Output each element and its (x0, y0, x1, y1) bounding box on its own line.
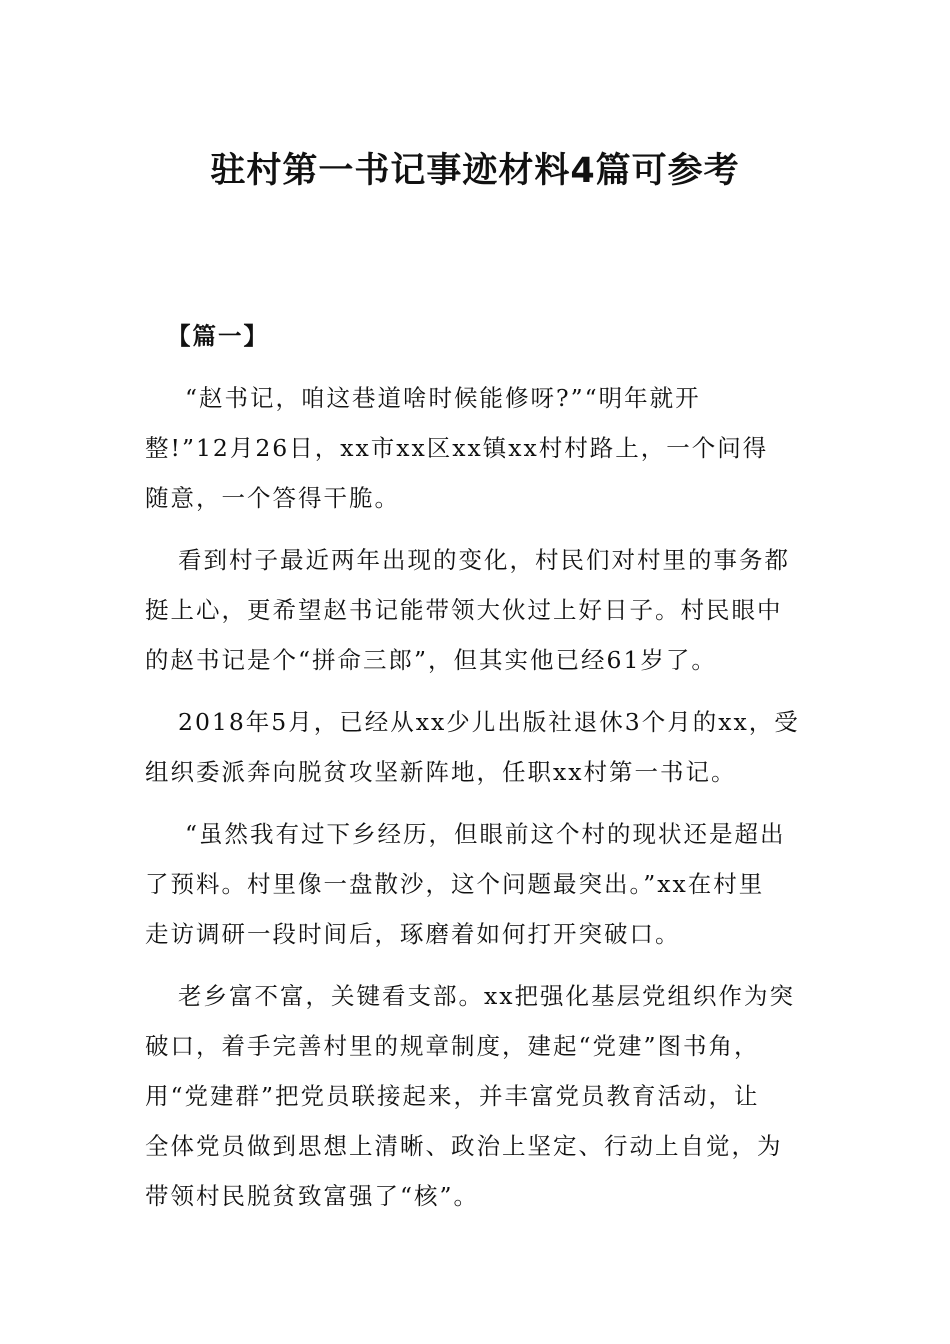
paragraph-3 (145, 697, 810, 797)
paragraph-line: 整!”12月26日，xx市xx区xx镇xx村村路上，一个问得 (145, 434, 769, 462)
paragraph-1 (145, 373, 810, 523)
paragraph-line: 随意，一个答得干脆。 (145, 484, 400, 512)
paragraph-line: 老乡富不富，关键看支部。xx把强化基层党组织作为突 (178, 982, 796, 1010)
paragraph-line: 挺上心，更希望赵书记能带领大伙过上好日子。村民眼中 (145, 596, 783, 624)
paragraph-line: “虽然我有过下乡经历，但眼前这个村的现状还是超出 (185, 820, 786, 848)
paragraph-line: “赵书记，咱这巷道啥时候能修呀?”“明年就开 (185, 384, 701, 412)
paragraph-line: 走访调研一段时间后，琢磨着如何打开突破口。 (145, 920, 681, 948)
document-title: 驻村第一书记事迹材料4篇可参考 (210, 151, 740, 191)
paragraph-line: 用“党建群”把党员联接起来，并丰富党员教育活动，让 (145, 1082, 760, 1110)
document-body (145, 311, 810, 1221)
section-label: 【篇一】 (167, 322, 269, 350)
paragraph-line: 全体党员做到思想上清晰、政治上坚定、行动上自觉，为 (145, 1132, 783, 1160)
paragraph-line: 组织委派奔向脱贫攻坚新阵地，任职xx村第一书记。 (145, 758, 737, 786)
paragraph-line: 破口，着手完善村里的规章制度，建起“党建”图书角， (145, 1032, 760, 1060)
paragraph-line: 了预料。村里像一盘散沙，这个问题最突出。”xx在村里 (145, 870, 765, 898)
paragraph-4 (145, 809, 810, 959)
paragraph-line: 的赵书记是个“拼命三郎”，但其实他已经61岁了。 (145, 646, 717, 674)
paragraph-5 (145, 971, 810, 1221)
paragraph-line: 带领村民脱贫致富强了“核”。 (145, 1182, 480, 1210)
paragraph-2 (145, 535, 810, 685)
paragraph-line: 看到村子最近两年出现的变化，村民们对村里的事务都 (178, 546, 790, 574)
paragraph-line: 2018年5月，已经从xx少儿出版社退休3个月的xx，受 (178, 708, 800, 736)
